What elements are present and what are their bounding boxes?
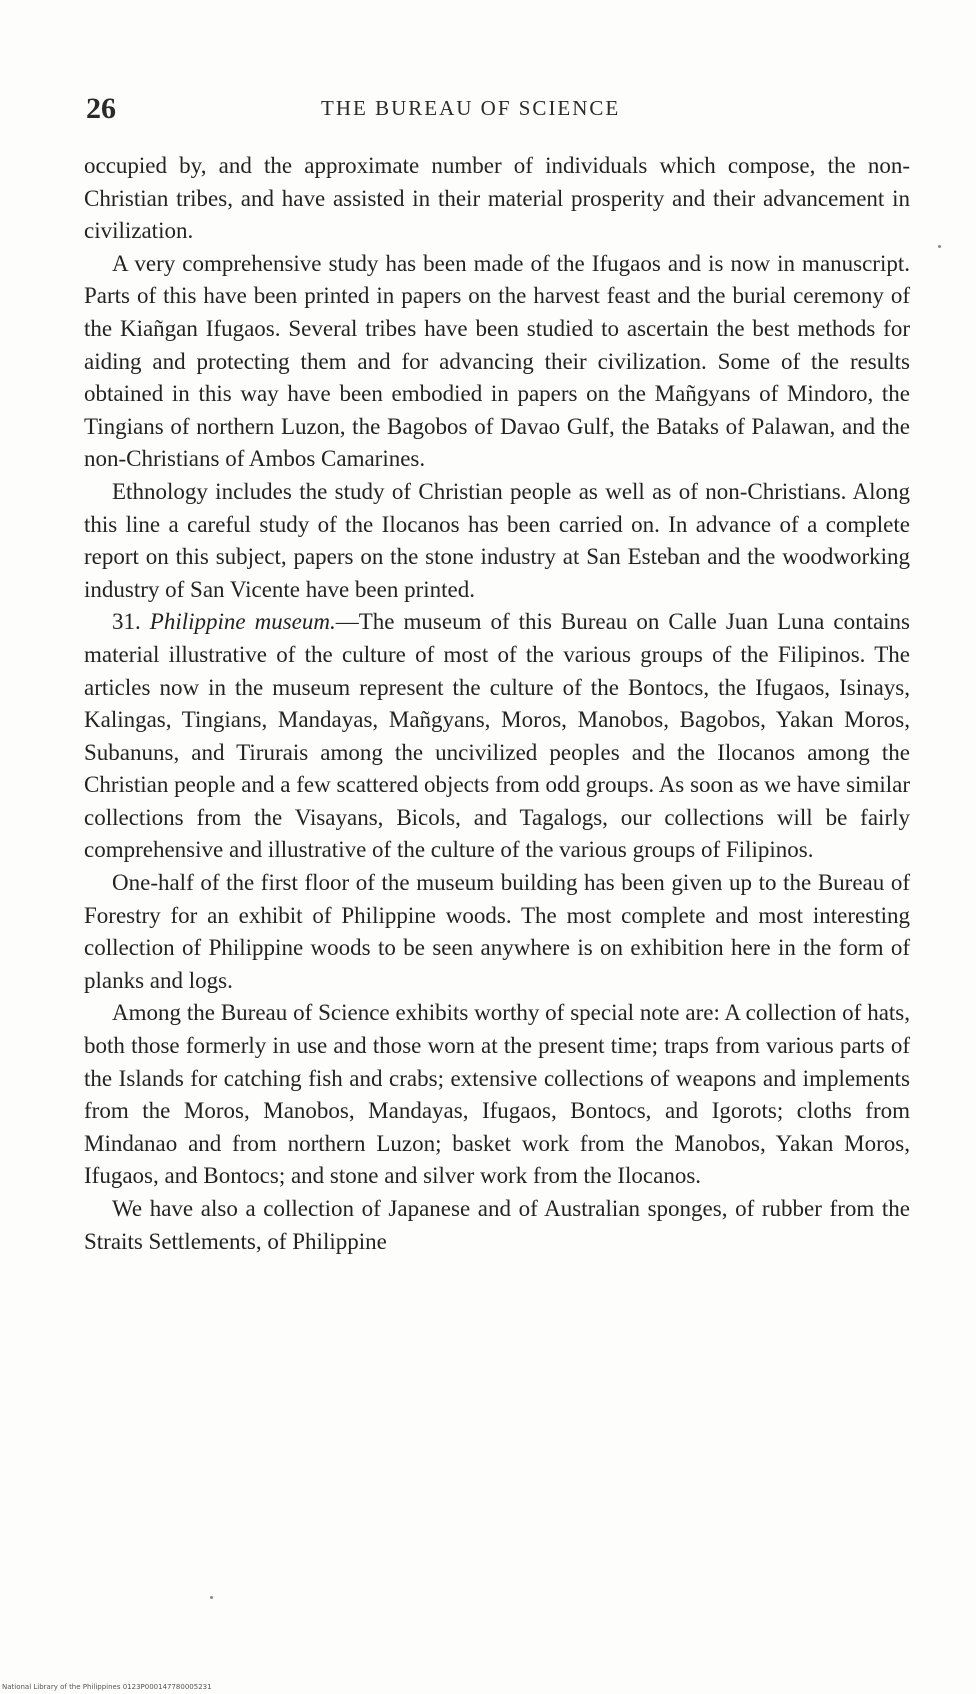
paragraph-text: One-half of the first floor of the museum building has been given up to the Bureau of Forestry for an exhibit of Philippine woods. The most complete and most interesting collection of Philippine woods to be seen anywhere is on exhibition here in the form of planks and logs. [84,870,910,993]
paragraph-forestry-exhibit [84,867,910,997]
section-number: 31. [112,609,141,635]
paragraph-text: A very comprehensive study has been made of the Ifugaos and is now in manuscript. Parts of this have been printed in papers on the harvest feast and the burial ceremony of the Kiañgan Ifugaos. Several tribes have been studied to ascertain the best methods for aiding and protecting them and for advancing their civilization. Some of the results obtained in this way have been embodied in papers on the Mañgyans of Mindoro, the Tingians of northern Luzon, the Bagobos of Davao Gulf, the Bataks of Palawan, and the non-Christians of Ambos Camarines. [84,250,910,472]
body-text [84,150,910,1258]
scan-speck [938,245,941,248]
page-header [86,92,906,140]
running-head: THE BUREAU OF SCIENCE [321,96,621,120]
paragraph-philippine-museum [84,606,910,867]
paragraph-text: Ethnology includes the study of Christian people as well as of non-Christians. Along this line a careful study of the Ilocanos has been carried on. In advance of a complete report on this subject, papers on the stone industry at San Esteban and the woodworking industry of San Vicente have been printed. [84,478,910,602]
scan-speck [210,1596,213,1599]
paragraph-text: occupied by, and the approximate number of individuals which compose, the non-Christian tribes, and have assisted in their material prosperity and their advancement in civilization. [84,153,910,244]
paragraph-ethnology [84,476,910,606]
paragraph-collections [84,1193,910,1258]
paragraph-text: —The museum of this Bureau on Calle Juan Luna contains material illustrative of the culture of most of the various groups of the Filipinos. The articles now in the museum represent the culture of the Bontocs, the Ifugaos, Isinays, Kalingas, Tingians, Mandayas, Mañgyans, Moros, Manobos, Bagobos, Yakan Moros, Subanuns, and Tirurais among the uncivilized peoples and the Ilocanos among the Christian people and a few scattered objects from odd groups. As soon as we have similar collections from the Visayans, Bicols, and Tagalogs, our collections will be fairly comprehensive and illustrative of the culture of the various groups of Filipinos. [84,609,911,863]
page-number: 26 [86,92,116,125]
paragraph-notable-exhibits [84,997,910,1193]
paragraph-ifugao-study [84,248,910,476]
section-title: Philippine museum. [149,609,336,635]
paragraph-text: We have also a collection of Japanese and of Australian sponges, of rubber from the Straits Settlements, of Philippine [84,1196,910,1254]
scan-footer-note: National Library of the Philippines 0123P000147780005231 [2,1683,212,1691]
paragraph-continuation [84,150,910,248]
paragraph-text: Among the Bureau of Science exhibits worthy of special note are: A collection of hats, both those formerly in use and those worn at the present time; traps from various parts of the Islands for catching fish and crabs; extensive collections of weapons and implements from the Moros, Manobos, Mandayas, Ifugaos, Bontocs, and Igorots; cloths from Mindanao and from northern Luzon; basket work from the Manobos, Yakan Moros, Ifugaos, and Bontocs; and stone and silver work from the Ilocanos. [84,1000,910,1189]
